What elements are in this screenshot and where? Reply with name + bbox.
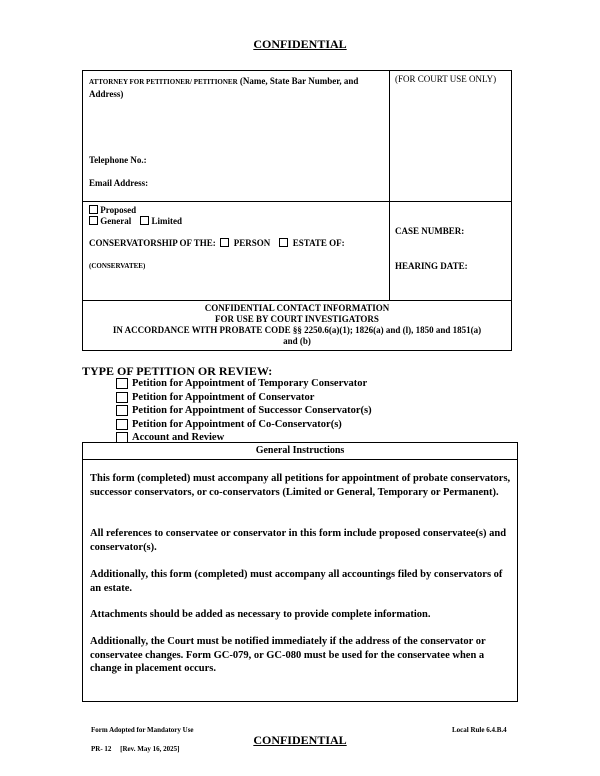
general-instructions-title: General Instructions — [255, 445, 345, 456]
petition-option-label: Petition for Appointment of Successor Conservator(s) — [132, 405, 372, 417]
notice-line-2: FOR USE BY COURT INVESTIGATORS — [215, 314, 379, 324]
form-number: PR- 12 [Rev. May 16, 2025] — [91, 745, 180, 753]
instruction-paragraph-5: Additionally, the Court must be notified immediately if the address of the conservator or conservatee changes. Form GC-079, or GC-080 must be used for the conservatee when a change in placement occurs. — [90, 636, 486, 674]
case-number-label: CASE NUMBER: — [395, 226, 465, 236]
email-label: Email Address: — [89, 178, 149, 188]
petition-option-successor — [116, 404, 372, 418]
general-instructions-divider — [83, 459, 517, 460]
petition-checkbox[interactable] — [116, 405, 128, 416]
petition-checkbox[interactable] — [116, 378, 128, 389]
petition-option-label: Account and Review — [132, 432, 225, 444]
petition-option-co-conservator — [116, 418, 372, 432]
attorney-label — [89, 75, 381, 100]
notice-line-1: CONFIDENTIAL CONTACT INFORMATION — [204, 303, 390, 313]
proposed-checkbox[interactable] — [89, 205, 98, 214]
person-label: PERSON — [233, 238, 271, 248]
notice-line-3: IN ACCORDANCE WITH PROBATE CODE §§ 2250.6(a)(1); 1826(a) and (l), 1850 and 1851(a) — [112, 325, 482, 335]
general-checkbox[interactable] — [89, 216, 98, 225]
instruction-paragraph-4: Attachments should be added as necessary to provide complete information. — [90, 609, 431, 620]
proposed-label: Proposed — [100, 205, 137, 215]
caption-divider-2 — [83, 300, 511, 301]
petition-type-heading: TYPE OF PETITION OR REVIEW: — [82, 364, 273, 378]
attorney-label-suffix: (Name, State Bar Number, and Address) — [89, 76, 359, 99]
limited-label: Limited — [151, 216, 182, 226]
conservatorship-of-label: CONSERVATORSHIP OF THE: — [89, 238, 216, 248]
person-checkbox[interactable] — [220, 238, 229, 247]
general-instructions-box — [82, 442, 518, 702]
estate-label: ESTATE OF: — [292, 238, 345, 248]
hearing-date-label: HEARING DATE: — [395, 261, 468, 271]
conservatee-label: (CONSERVATEE) — [89, 262, 146, 270]
form-adopted-label: Form Adopted for Mandatory Use — [91, 726, 194, 734]
notice-line-4: and (b) — [283, 336, 311, 346]
telephone-label: Telephone No.: — [89, 155, 147, 165]
petition-checkbox[interactable] — [116, 392, 128, 403]
petition-checkbox[interactable] — [116, 419, 128, 430]
footer-title: CONFIDENTIAL — [253, 733, 347, 747]
page-title: CONFIDENTIAL — [253, 37, 347, 51]
caption-divider-1 — [83, 201, 511, 202]
caption-divider-vertical — [389, 71, 390, 300]
petition-option-label: Petition for Appointment of Co-Conservator(s) — [132, 418, 342, 430]
court-use-label: (FOR COURT USE ONLY) — [395, 74, 497, 84]
estate-checkbox[interactable] — [279, 238, 288, 247]
limited-checkbox[interactable] — [140, 216, 149, 225]
general-limited-options — [89, 216, 182, 226]
instruction-paragraph-3: Additionally, this form (completed) must accompany all accountings filed by conservators of an estate. — [90, 569, 503, 594]
confidential-contact-notice — [83, 303, 511, 347]
general-label: General — [100, 216, 132, 226]
petition-type-list — [116, 377, 372, 445]
instruction-paragraph-2: All references to conservatee or conservator in this form include proposed conservatee(s) and conservator(s). — [90, 528, 507, 553]
petition-option-label: Petition for Appointment of Temporary Conservator — [132, 378, 368, 390]
conservatorship-of-row — [89, 238, 345, 248]
petition-option-label: Petition for Appointment of Conservator — [132, 391, 315, 403]
attorney-label-prefix: ATTORNEY FOR PETITIONER/ PETITIONER — [89, 78, 238, 86]
caption-box — [82, 70, 512, 351]
proposed-option — [89, 205, 136, 215]
instruction-paragraph-1: This form (completed) must accompany all petitions for appointment of probate conservators, successor conservators, or co-conservators (Limited or General, Temporary or Permanent). — [90, 473, 511, 498]
petition-option-temporary — [116, 377, 372, 391]
local-rule-label: Local Rule 6.4.B.4 — [452, 726, 507, 734]
petition-option-conservator — [116, 391, 372, 405]
